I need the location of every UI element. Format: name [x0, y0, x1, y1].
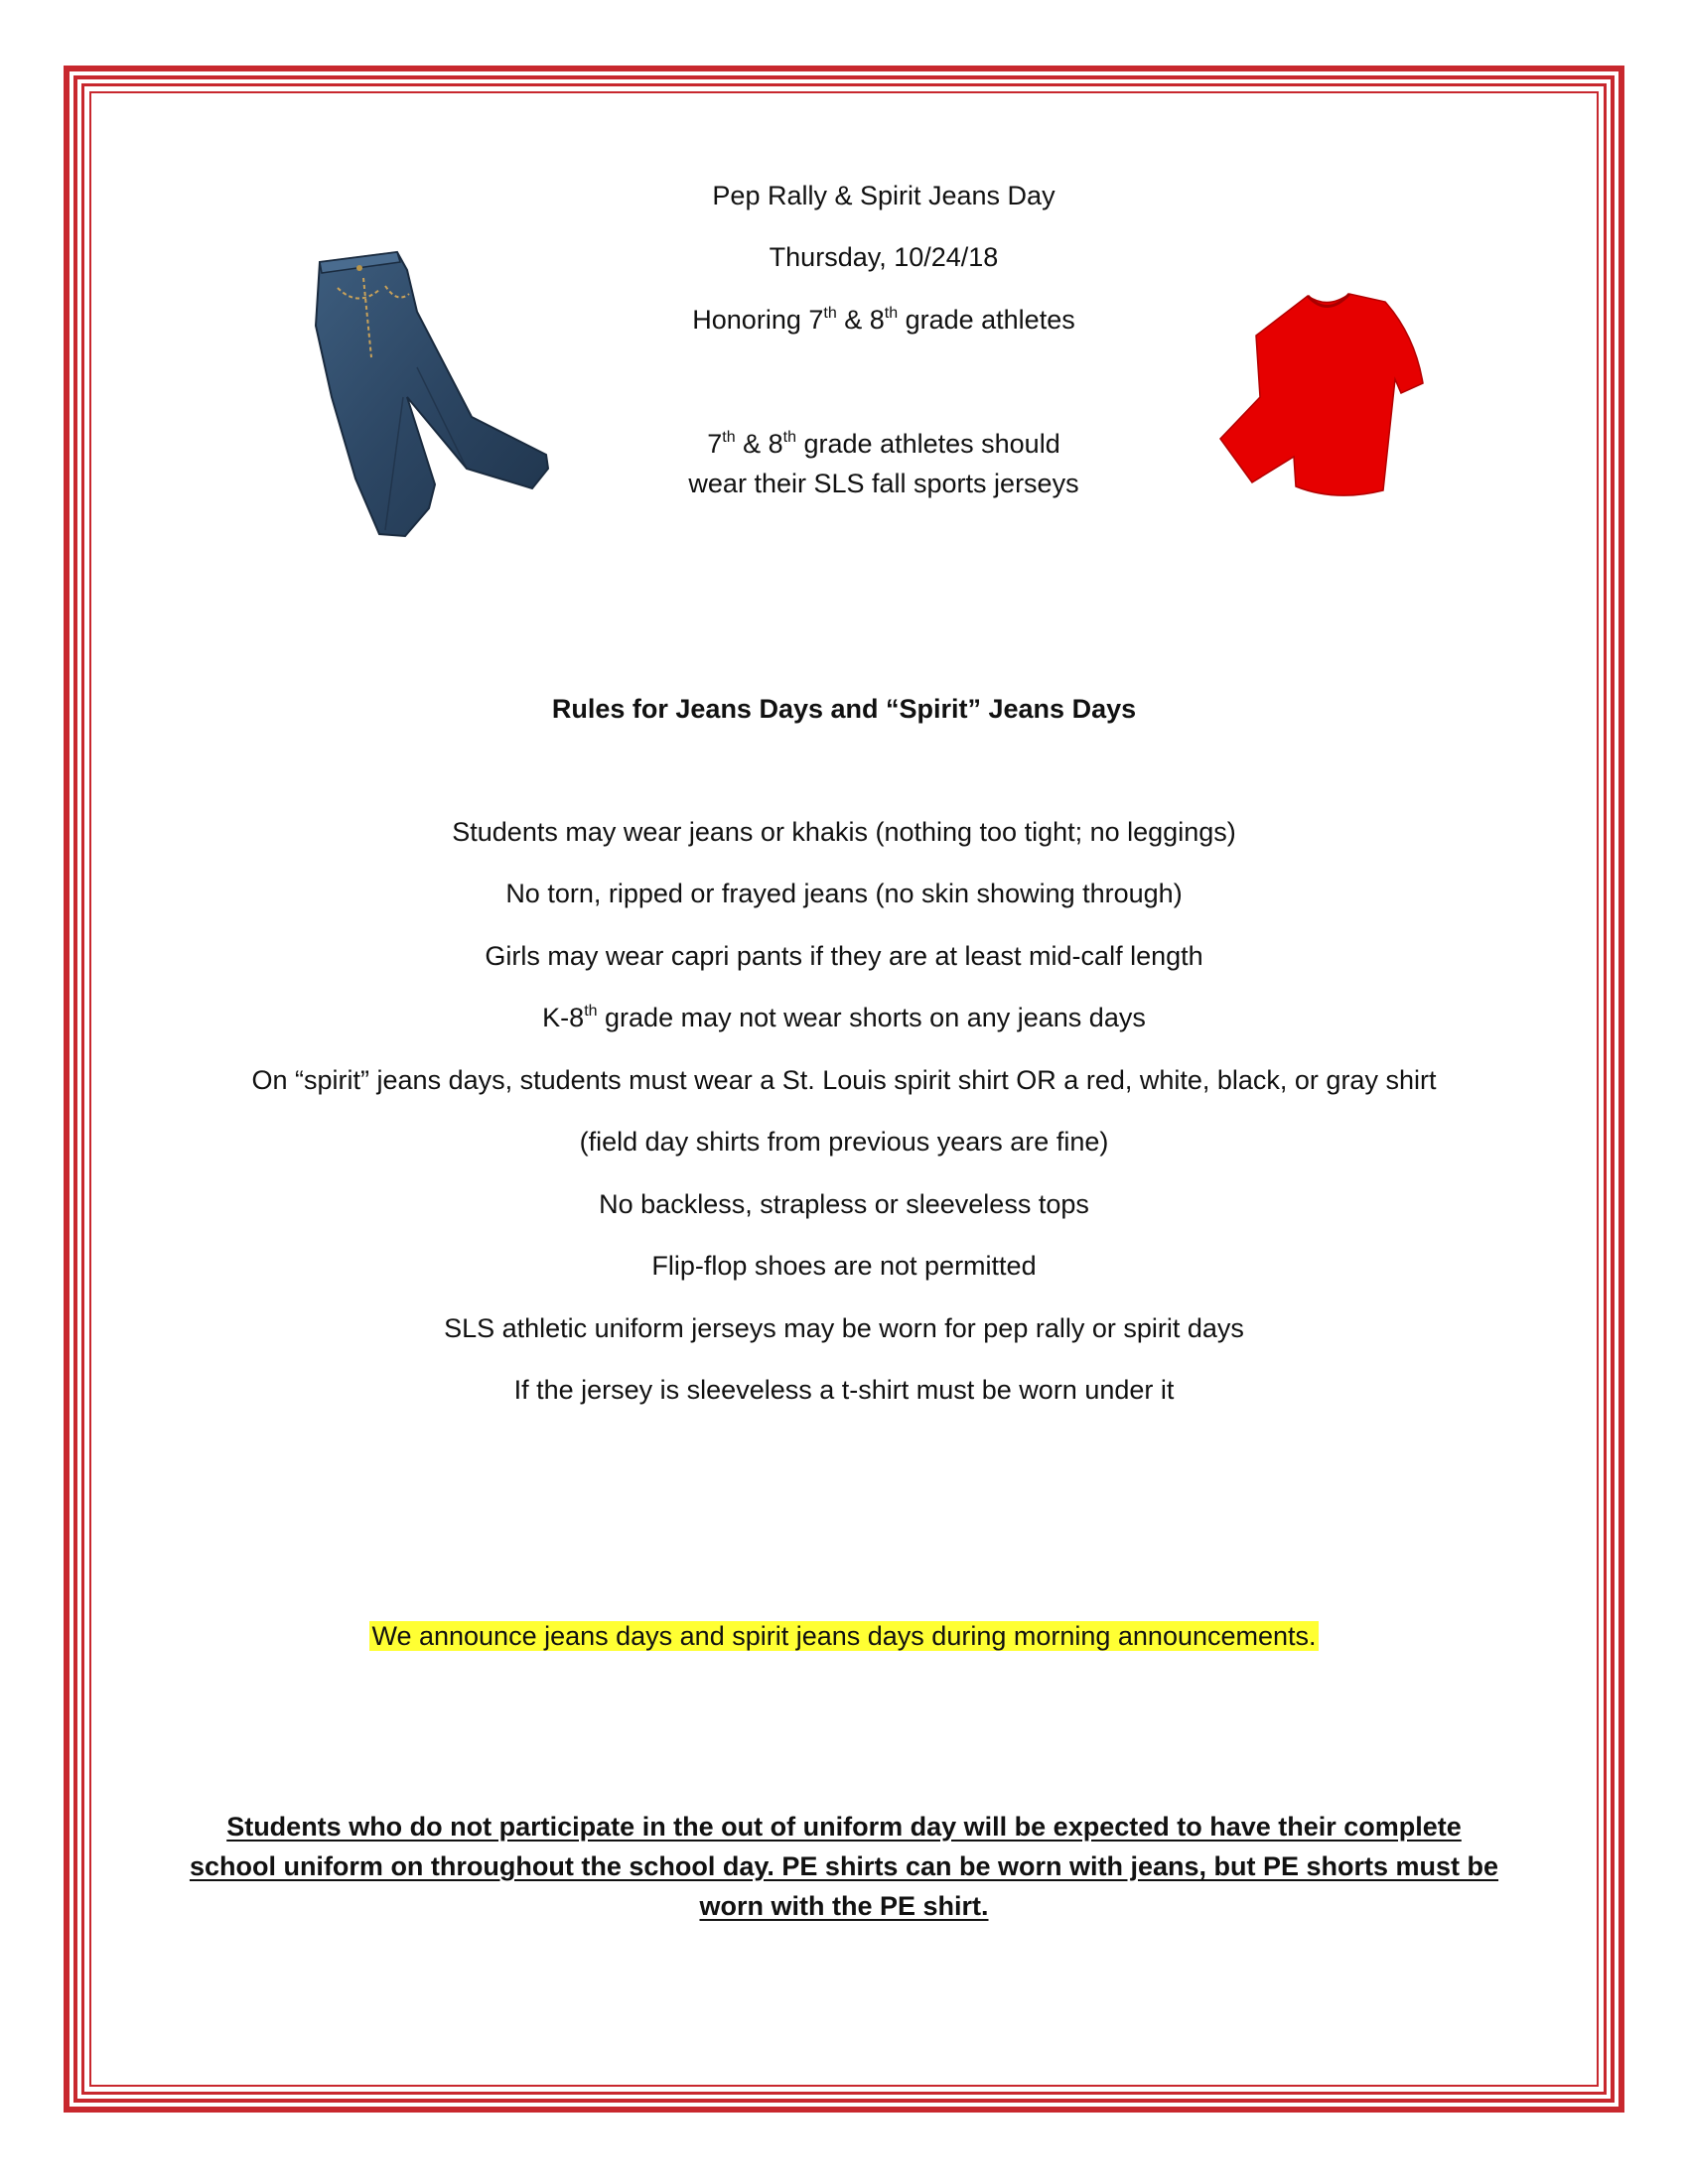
jeans-icon — [298, 248, 566, 546]
announcement — [0, 1619, 1688, 1653]
rule-item: On “spirit” jeans days, students must wear a St. Louis spirit shirt OR a red, white, black, or gray shirt — [251, 1065, 1437, 1095]
rule-item: Students may wear jeans or khakis (nothing too tight; no leggings) — [452, 817, 1236, 847]
uniform-notice — [189, 1807, 1499, 1926]
rule-item: Girls may wear capri pants if they are at least mid-calf length — [485, 941, 1203, 971]
rules-heading: Rules for Jeans Days and “Spirit” Jeans Days — [551, 694, 1137, 724]
rule-item-k8: K-8th grade may not wear shorts on any jeans days — [542, 1003, 1146, 1032]
athletes-line-2: wear their SLS fall sports jerseys — [688, 469, 1079, 498]
announcement-highlight: We announce jeans days and spirit jeans days during morning announcements. — [371, 1621, 1317, 1651]
athletes-line-1: 7th & 8th grade athletes should — [707, 429, 1060, 459]
event-title: Pep Rally & Spirit Jeans Day — [712, 181, 1055, 210]
notice-line-2: school uniform on throughout the school day. PE shirts can be worn with jeans, but PE shorts must be — [189, 1851, 1499, 1881]
rule-item: If the jersey is sleeveless a t-shirt must be worn under it — [513, 1375, 1175, 1405]
rule-item: Flip-flop shoes are not permitted — [651, 1251, 1037, 1281]
notice-line-3: worn with the PE shirt. — [699, 1891, 989, 1921]
rule-item: No backless, strapless or sleeveless tops — [599, 1189, 1089, 1219]
notice-line-1: Students who do not participate in the out of uniform day will be expected to have their complete — [226, 1812, 1462, 1842]
rule-item: SLS athletic uniform jerseys may be worn for pep rally or spirit days — [444, 1313, 1244, 1343]
honoring-line: Honoring 7th & 8th grade athletes — [692, 305, 1075, 335]
rule-item: (field day shirts from previous years are fine) — [579, 1127, 1109, 1157]
rule-item: No torn, ripped or frayed jeans (no skin showing through) — [505, 879, 1183, 908]
event-date: Thursday, 10/24/18 — [769, 242, 999, 272]
